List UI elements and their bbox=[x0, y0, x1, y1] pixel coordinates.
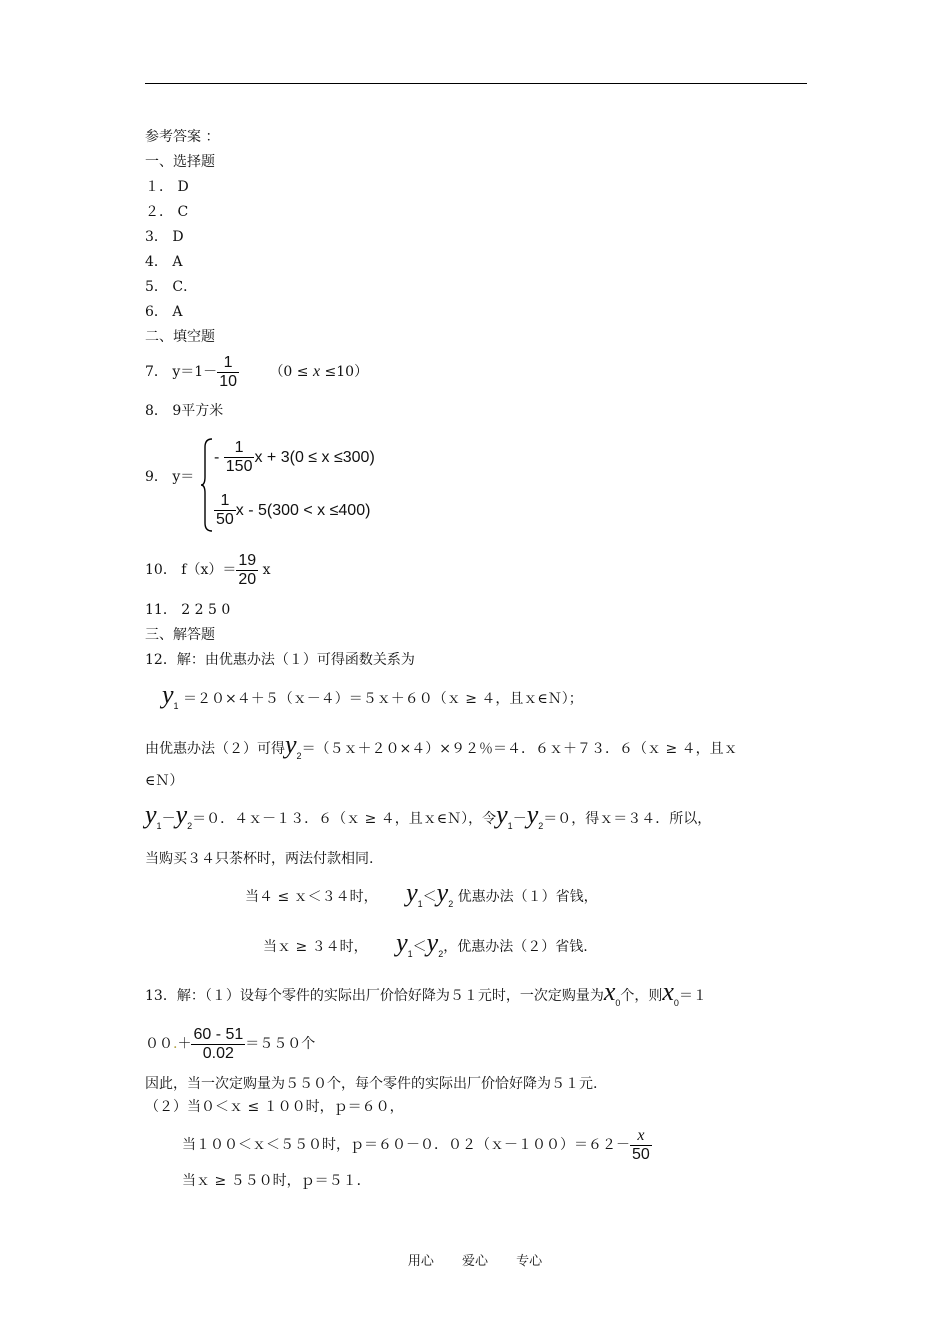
answer-9-prefix: 9． y＝ bbox=[145, 469, 195, 485]
q12-line-1: $y_1$ ＝２０×４＋５（ｘ－４）＝５ｘ＋６０（ｘ ≥ ４，且ｘ∈Ｎ）； bbox=[162, 680, 583, 711]
choice-6: 6． A bbox=[145, 304, 183, 320]
q12-line-3: ∈Ｎ） bbox=[145, 773, 184, 789]
answer-7: 7． y＝1－ $\frac{1}{10}$ （0 ≤ x ≤10） bbox=[145, 353, 369, 390]
q13-line-2: ００.＋ $\frac{60 - 51}{0.02}$ ＝５５０个 bbox=[145, 1025, 316, 1062]
header-rule bbox=[145, 83, 807, 84]
q13-line-6: 当ｘ ≥ ５５０时，ｐ＝５１． bbox=[182, 1173, 371, 1189]
q13-line-3: 因此，当一次定购量为５５０个，每个零件的实际出厂价恰好降为５１元. bbox=[145, 1076, 598, 1092]
q13-line-1: 13．解：（１）设每个零件的实际出厂价恰好降为５１元时，一次定购量为$x_0$个，则$x_0=1$ bbox=[145, 977, 707, 1008]
answer-11: 11． 2 2 5 0 bbox=[145, 602, 231, 618]
fraction-13: $\frac{60 - 51}{0.02}$ bbox=[193, 1025, 244, 1062]
choice-1: １． D bbox=[145, 179, 189, 195]
fraction-7: $\frac{1}{10}$ bbox=[219, 353, 237, 390]
q13-line-4: （２）当０＜ｘ ≤ １００时，ｐ＝６０， bbox=[145, 1099, 404, 1115]
q12-line-6: 当４ ≤ ｘ＜３４时， $y_1<y_2$ 优惠办法（１）省钱， bbox=[245, 878, 598, 909]
page-footer: 用心 爱心 专心 bbox=[407, 1254, 543, 1269]
q12-line-2: 由优惠办法（２）可得$y_2=(5x+20\times 4)\times 92$％＝４．６ｘ＋７３．６（ｘ ≥ ４，且ｘ bbox=[145, 730, 738, 761]
choice-5: 5． C． bbox=[145, 279, 198, 295]
section-choice: 一、选择题 bbox=[145, 154, 215, 170]
choice-2: ２． C bbox=[145, 204, 189, 220]
choice-3: 3． D bbox=[145, 229, 184, 245]
piecewise-brace bbox=[200, 437, 214, 533]
q12-intro: 12．解：由优惠办法（１）可得函数关系为 bbox=[145, 652, 415, 668]
section-solve: 三、解答题 bbox=[145, 627, 215, 643]
q12-line-7: 当ｘ ≥ ３４时， $y_1<y_2$，优惠办法（２）省钱. bbox=[263, 928, 588, 959]
piecewise-row-2: $\frac{1}{50}$ x - 5(300 < x ≤400) bbox=[216, 492, 371, 529]
section-fill: 二、填空题 bbox=[145, 329, 215, 345]
q13-line-5: 当１００＜ｘ＜５５０时，ｐ＝６０－０．０２（ｘ－１００）＝６２－ $\frac{x}{50}$ bbox=[182, 1126, 650, 1163]
q12-line-4: $y_1-y_2=0$．４ｘ－１３．６（ｘ ≥ ４，且ｘ∈Ｎ），令$y_1-y_2=0$，得ｘ＝３４．所以， bbox=[145, 800, 712, 831]
q12-line-5: 当购买３４只茶杯时，两法付款相同. bbox=[145, 851, 374, 867]
answer-8: 8． 9平方米 bbox=[145, 403, 224, 419]
answer-10: 10． f（x）＝ $\frac{19}{20}$ x bbox=[145, 551, 271, 588]
answer-heading: 参考答案 ： bbox=[145, 129, 220, 145]
choice-4: 4． A bbox=[145, 254, 183, 270]
piecewise-row-1: - $\frac{1}{150}$ x + 3(0 ≤ x ≤300) bbox=[214, 439, 375, 476]
